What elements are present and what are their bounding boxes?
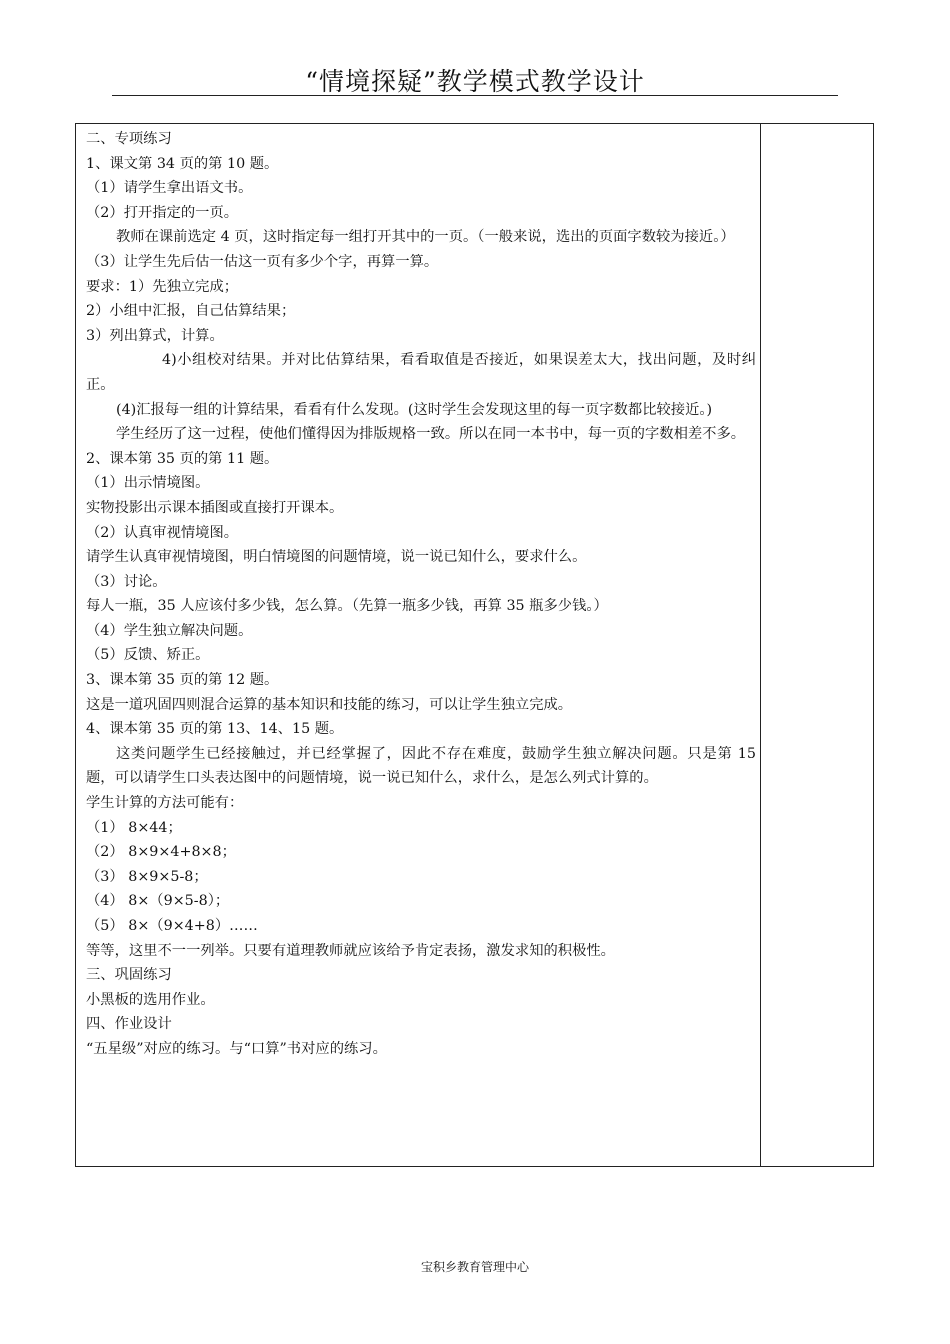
method-item: （4） 8×（9×5-8）； [86, 893, 230, 910]
step-note: 请学生认真审视情境图，明白情境图的问题情境，说一说已知什么，要求什么。 [86, 549, 587, 566]
paragraph: 这类问题学生已经接触过，并已经掌握了，因此不存在难度，鼓励学生独立解决问题。只是第 15 题，可以请学生口头表达图中的问题情境，说一说已知什么，求什么，是怎么列式计算的。 [86, 745, 756, 787]
step-note: 小黑板的选用作业。 [86, 991, 215, 1008]
column-divider [760, 124, 761, 1166]
method-item: （1） 8×44； [86, 819, 182, 836]
methods-note: 等等，这里不一一列举。只要有道理教师就应该给予肯定表扬，激发求知的积极性。 [86, 942, 615, 959]
exercise-title: 4、课本第 35 页的第 13、14、15 题。 [86, 721, 344, 738]
method-item: （5） 8×（9×4+8）…… [86, 918, 258, 934]
requirement-1: 要求：1）先独立完成； [86, 278, 239, 295]
title-underline [112, 95, 838, 96]
step-text: （2）认真审视情境图。 [86, 524, 239, 541]
requirement-4: 4)小组校对结果。并对比估算结果，看看取值是否接近，如果误差太大，找出问题，及时纠正。 [86, 352, 756, 393]
step-note: 这是一道巩固四则混合运算的基本知识和技能的练习，可以让学生独立完成。 [86, 696, 573, 713]
page-footer: 宝积乡教育管理中心 [420, 1260, 529, 1274]
step-text: （3）让学生先后估一估这一页有多少个字，再算一算。 [86, 253, 439, 270]
exercise-title: 3、课本第 35 页的第 12 题。 [86, 672, 279, 689]
paragraph: (4)汇报每一组的计算结果，看看有什么发现。(这时学生会发现这里的每一页字数都比较接近。) [116, 401, 713, 418]
exercise-title: 2、课本第 35 页的第 11 题。 [86, 450, 279, 467]
exercise-title: 1、课文第 34 页的第 10 题。 [86, 155, 279, 172]
step-text: （1）请学生拿出语文书。 [86, 180, 253, 197]
section-heading: 四、作业设计 [86, 1016, 172, 1033]
step-text: （4）学生独立解决问题。 [86, 622, 253, 639]
step-text: （5）反馈、矫正。 [86, 647, 210, 664]
lesson-table [75, 123, 874, 1167]
step-text: （3）讨论。 [86, 573, 167, 590]
step-text: （1）出示情境图。 [86, 475, 210, 492]
method-item: （2） 8×9×4+8×8； [86, 844, 236, 861]
methods-intro: 学生计算的方法可能有： [86, 795, 244, 812]
section-heading: 二、专项练习 [86, 131, 172, 147]
lesson-content [86, 127, 756, 1062]
method-item: （3） 8×9×5-8； [86, 868, 208, 885]
requirement-2: 2）小组中汇报，自己估算结果； [86, 303, 296, 320]
section-heading: 三、巩固练习 [86, 967, 172, 984]
requirement-3: 3）列出算式，计算。 [86, 327, 224, 344]
paragraph: 教师在课前选定 4 页，这时指定每一组打开其中的一页。（一般来说，选出的页面字数较为接近。） [116, 229, 735, 246]
step-note: 实物投影出示课本插图或直接打开课本。 [86, 499, 344, 516]
step-note: 每人一瓶，35 人应该付多少钱，怎么算。（先算一瓶多少钱，再算 35 瓶多少钱。） [86, 598, 608, 615]
step-note: “五星级”对应的练习。与“口算”书对应的练习。 [86, 1040, 387, 1057]
step-text: （2）打开指定的一页。 [86, 204, 239, 221]
paragraph: 学生经历了这一过程，使他们懂得因为排版规格一致。所以在同一本书中，每一页的字数相差不多。 [116, 426, 746, 443]
page-title: “情境探疑”教学模式教学设计 [305, 67, 645, 96]
